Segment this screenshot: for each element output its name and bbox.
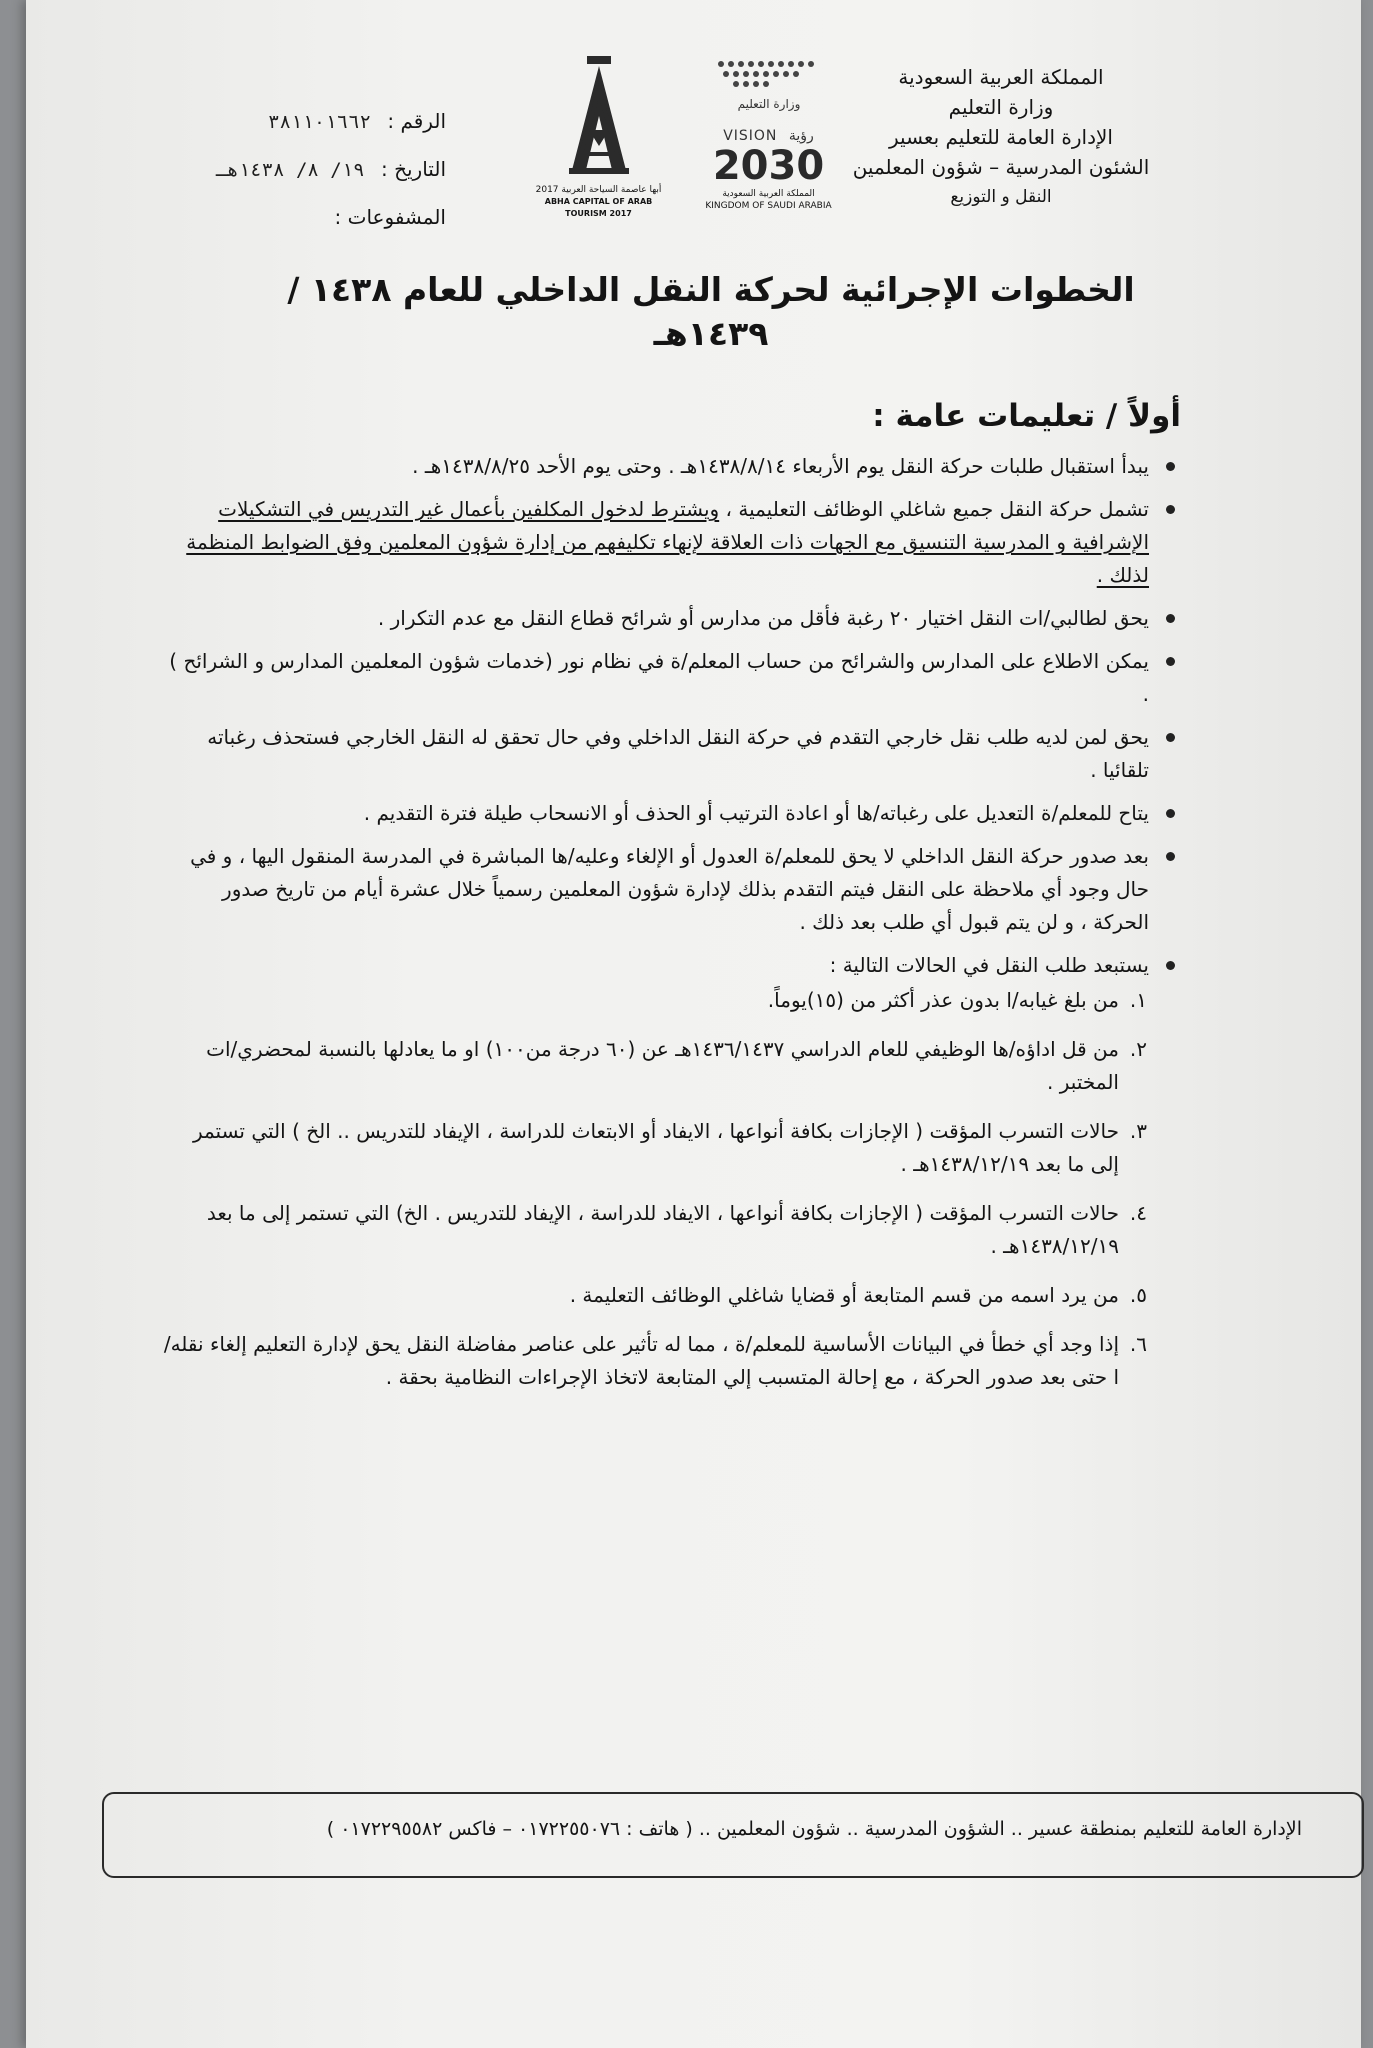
exclusion-case-text: حالات التسرب المؤقت ( الإجازات بكافة أنواعها ، الايفاد للدراسة ، الإيفاد للتدريس . الخ) التي تستمر إلى ما بعد ١٤٣٨/١٢/١٩هـ . — [206, 1201, 1119, 1258]
instructions-body — [161, 450, 1171, 1410]
vision-kingdom-en: KINGDOM OF SAUDI ARABIA — [705, 201, 832, 211]
kingdom-name: المملكة العربية السعودية — [898, 65, 1104, 89]
bullet-text: تشمل حركة النقل جميع شاغلي الوظائف التعليمية ، — [719, 497, 1149, 521]
exclusion-case-text: حالات التسرب المؤقت ( الإجازات بكافة أنواعها ، الايفاد أو الابتعاث للدراسة ، الإيفاد للتدريس .. الخ ) التي تستمر إلى ما بعد ١٤٣٨/١٢/١٩هـ . — [192, 1119, 1119, 1176]
abha-tourism-logo — [531, 50, 666, 225]
exclusion-case-text: من بلغ غيابه/ا بدون عذر أكثر من (١٥)يوماً. — [767, 988, 1119, 1012]
list-item: يبدأ استقبال طلبات حركة النقل يوم الأربعاء ١٤٣٨/٨/١٤هـ . وحتى يوم الأحد ١٤٣٨/٨/٢٥هـ . — [161, 450, 1149, 483]
footer-contact-box — [102, 1792, 1364, 1878]
reference-row — [176, 98, 446, 146]
vision-2030-logo — [681, 52, 856, 212]
vision-en-label: VISION — [723, 128, 778, 144]
underlined-condition: ويشترط لدخول المكلفين بأعمال غير التدريس في التشكيلات الإشرافية و المدرسية التنسيق مع الجهات ذات العلاقة لإنهاء تكليفهم من إدارة شؤون المعلمين وفق الضوابط المنظمة لذلك . — [186, 497, 1149, 587]
reference-label: الرقم : — [387, 109, 446, 133]
list-item: بعد صدور حركة النقل الداخلي لا يحق للمعلم/ة العدول أو الإلغاء وعليه/ها المباشرة في المدرسة المنقول اليها ، و في حال وجود أي ملاحظة على النقل فيتم التقدم بذلك لإدارة شؤون المعلمين رسمياً خلال عشرة أيام من تاريخ صدور الحركة ، و لن يتم قبول أي طلب بعد ذلك . — [161, 840, 1149, 939]
vision-ar-label: رؤية — [788, 128, 814, 144]
abha-emblem-icon — [559, 50, 639, 180]
document-title: الخطوات الإجرائية لحركة النقل الداخلي للعام ١٤٣٨ /١٤٣٩هـ — [287, 270, 1135, 353]
exclusion-case-text: إذا وجد أي خطأ في البيانات الأساسية للمعلم/ة ، مما له تأثير على عناصر مفاضلة النقل يحق لإدارة التعليم إلغاء نقله/ا حتى بعد صدور الحركة ، مع إحالة المتسبب إلي المتابعة لاتخاذ الإجراءات النظامية بحقة . — [163, 1332, 1119, 1389]
list-item: يحق لطالبي/ات النقل اختيار ٢٠ رغبة فأقل من مدارس أو شرائح قطاع النقل مع عدم التكرار . — [161, 602, 1149, 635]
exclusion-cases — [161, 984, 1149, 1394]
exclusion-case — [161, 984, 1119, 1017]
date-label: التاريخ : — [380, 157, 446, 181]
list-item: يتاح للمعلم/ة التعديل على رغباته/ها أو اعادة الترتيب أو الحذف أو الانسحاب طيلة فترة التقديم . — [161, 797, 1149, 830]
unit-name: النقل و التوزيع — [950, 187, 1052, 207]
letterhead-left — [176, 98, 446, 241]
section-heading: أولاً / تعليمات عامة : — [872, 398, 1181, 434]
exclusion-case — [161, 1033, 1119, 1099]
attachments-row — [176, 194, 446, 241]
footer-contact-text: الإدارة العامة للتعليم بمنطقة عسير .. الشؤون المدرسية .. شؤون المعلمين .. ( هاتف : ٠١٧٢٢٥٥٠٧٦ – فاكس ٠١٧٢٢٩٥٥٨٢ ) — [326, 1818, 1302, 1840]
exclusion-intro: يستبعد طلب النقل في الحالات التالية : — [829, 953, 1149, 977]
ministry-dots-icon — [681, 52, 856, 122]
exclusion-case-text: من يرد اسمه من قسم المتابعة أو قضايا شاغلي الوظائف التعليمة . — [569, 1283, 1119, 1307]
list-item: يمكن الاطلاع على المدارس والشرائح من حساب المعلم/ة في نظام نور (خدمات شؤون المعلمين المدارس و الشرائح ) . — [161, 645, 1149, 711]
vision-year: 2030 — [712, 143, 825, 189]
instructions-list — [161, 450, 1171, 1394]
list-item — [161, 949, 1149, 1394]
ministry-logo-text: وزارة التعليم — [737, 97, 801, 111]
ministry-name: وزارة التعليم — [948, 95, 1054, 119]
vision-kingdom-ar: المملكة العربية السعودية — [722, 189, 815, 199]
reference-number: ٣٨١١٠١٦٦٢ — [268, 111, 371, 133]
exclusion-case — [161, 1197, 1119, 1263]
exclusion-case — [161, 1328, 1119, 1394]
abha-caption-en: ABHA CAPITAL OF ARAB TOURISM 2017 — [544, 197, 653, 218]
document-page — [26, 0, 1361, 2048]
directorate-name: الإدارة العامة للتعليم بعسير — [889, 125, 1113, 149]
exclusion-case-text: من قل اداؤه/ها الوظيفي للعام الدراسي ١٤٣٦/١٤٣٧هـ عن (٦٠ درجة من١٠٠) او ما يعادلها بالنسبة لمحضري/ات المختبر . — [206, 1037, 1119, 1094]
department-name: الشئون المدرسية – شؤون المعلمين — [852, 155, 1150, 179]
exclusion-case — [161, 1115, 1119, 1181]
exclusion-case — [161, 1279, 1119, 1312]
date-row — [176, 146, 446, 194]
list-item — [161, 493, 1149, 592]
attachments-label: المشفوعات : — [334, 205, 446, 229]
abha-caption-ar: أبها عاصمة السياحة العربية 2017 — [535, 185, 662, 195]
list-item: يحق لمن لديه طلب نقل خارجي التقدم في حركة النقل الداخلي وفي حال تحقق له النقل الخارجي فستحذف رغباته تلقائيا . — [161, 721, 1149, 787]
date-value: ١٩/ ٨/ ١٤٣٨هـ — [215, 159, 365, 181]
